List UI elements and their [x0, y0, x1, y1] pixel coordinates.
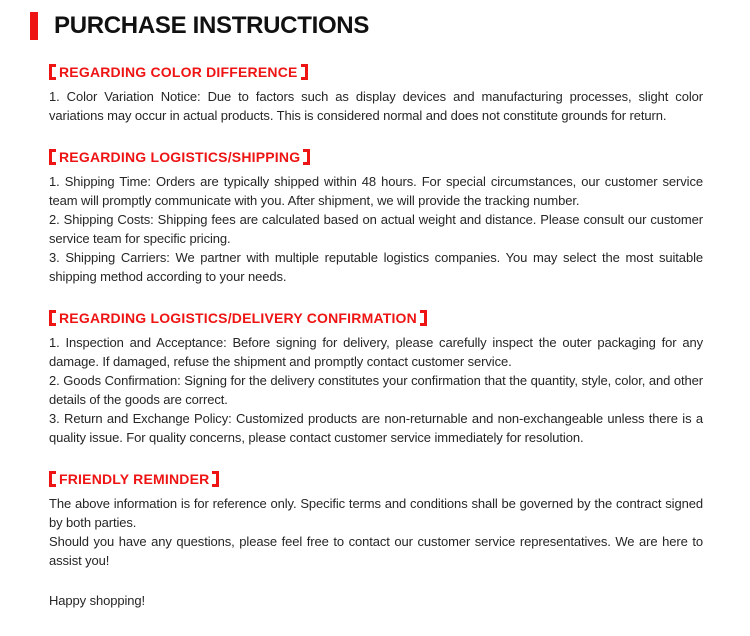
paragraph: The above information is for reference only. Specific terms and conditions shall be governed by the contract signed by both parties. — [49, 496, 703, 530]
paragraph: 1. Inspection and Acceptance: Before signing for delivery, please carefully inspect the outer packaging for any damage. If damaged, refuse the shipment and promptly contact customer service. — [49, 335, 703, 369]
section-heading-label: REGARDING COLOR DIFFERENCE — [59, 64, 298, 80]
bracket-close-icon — [420, 310, 427, 326]
bracket-close-icon — [212, 471, 219, 487]
section-heading-label: REGARDING LOGISTICS/DELIVERY CONFIRMATION — [59, 310, 417, 326]
section-delivery-confirmation — [49, 310, 703, 447]
closing-message: Happy shopping! — [49, 593, 146, 608]
bracket-open-icon — [49, 149, 56, 165]
section-heading — [49, 64, 703, 80]
bracket-open-icon — [49, 64, 56, 80]
paragraph: 1. Shipping Time: Orders are typically shipped within 48 hours. For special circumstances, our customer service team will promptly communicate with you. After shipment, we will provide the tracking number. — [49, 174, 703, 208]
red-accent-bar — [30, 12, 38, 40]
section-heading-label: FRIENDLY REMINDER — [59, 471, 210, 487]
section-color-difference — [49, 64, 703, 125]
bracket-open-icon — [49, 471, 56, 487]
bracket-close-icon — [301, 64, 308, 80]
page-title-row — [30, 12, 703, 40]
paragraph: 2. Shipping Costs: Shipping fees are calculated based on actual weight and distance. Please consult our customer service team for specific pricing. — [49, 212, 703, 246]
paragraph: 2. Goods Confirmation: Signing for the delivery constitutes your confirmation that the quantity, style, color, and other details of the goods are correct. — [49, 373, 703, 407]
bracket-close-icon — [303, 149, 310, 165]
paragraph: 3. Return and Exchange Policy: Customized products are non-returnable and non-exchangeable unless there is a quality issue. For quality concerns, please contact customer service immediately for resolution. — [49, 411, 703, 445]
bracket-open-icon — [49, 310, 56, 326]
page-title: PURCHASE INSTRUCTIONS — [54, 12, 370, 39]
section-heading — [49, 149, 703, 165]
paragraph: Should you have any questions, please feel free to contact our customer service representatives. We are here to assist you! — [49, 534, 703, 568]
section-heading — [49, 310, 703, 326]
section-heading — [49, 471, 703, 487]
section-heading-label: REGARDING LOGISTICS/SHIPPING — [59, 149, 301, 165]
section-logistics-shipping — [49, 149, 703, 286]
paragraph: 3. Shipping Carriers: We partner with multiple reputable logistics companies. You may select the most suitable shipping method according to your needs. — [49, 250, 703, 284]
section-friendly-reminder — [49, 471, 703, 570]
paragraph: 1. Color Variation Notice: Due to factors such as display devices and manufacturing processes, slight color variations may occur in actual products. This is considered normal and does not constitute grounds for return. — [49, 89, 703, 123]
